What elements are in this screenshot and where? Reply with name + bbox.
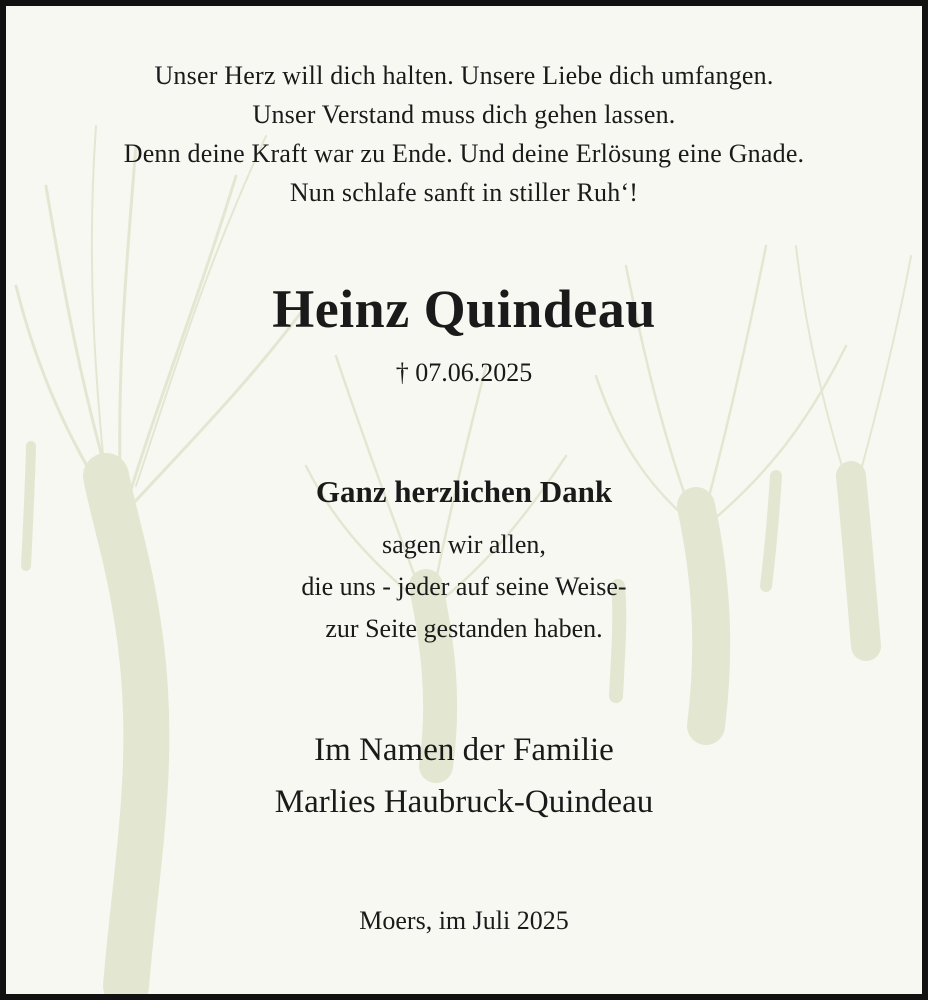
poem-line: Unser Herz will dich halten. Unsere Liebe dich umfangen. — [154, 61, 774, 90]
family-member-name: Marlies Haubruck-Quindeau — [274, 784, 654, 820]
place-and-date: Moers, im Juli 2025 — [359, 906, 569, 935]
thanks-line: die uns - jeder auf seine Weise- — [301, 572, 627, 601]
thanks-text — [6, 524, 922, 650]
poem-line: Denn deine Kraft war zu Ende. Und deine Erlösung eine Gnade. — [123, 139, 805, 168]
thanks-line: sagen wir allen, — [382, 530, 546, 559]
thanks-line: zur Seite gestanden haben. — [325, 614, 603, 643]
poem-line: Nun schlafe sanft in stiller Ruh‘! — [289, 178, 639, 207]
poem — [6, 56, 922, 212]
death-date: † 07.06.2025 — [395, 358, 533, 387]
deceased-name: Heinz Quindeau — [272, 279, 656, 339]
poem-line: Unser Verstand muss dich gehen lassen. — [252, 100, 676, 129]
obituary-content — [6, 6, 922, 994]
family-signature — [6, 724, 922, 828]
thanks-heading: Ganz herzlichen Dank — [315, 474, 613, 509]
family-intro: Im Namen der Familie — [314, 732, 614, 768]
